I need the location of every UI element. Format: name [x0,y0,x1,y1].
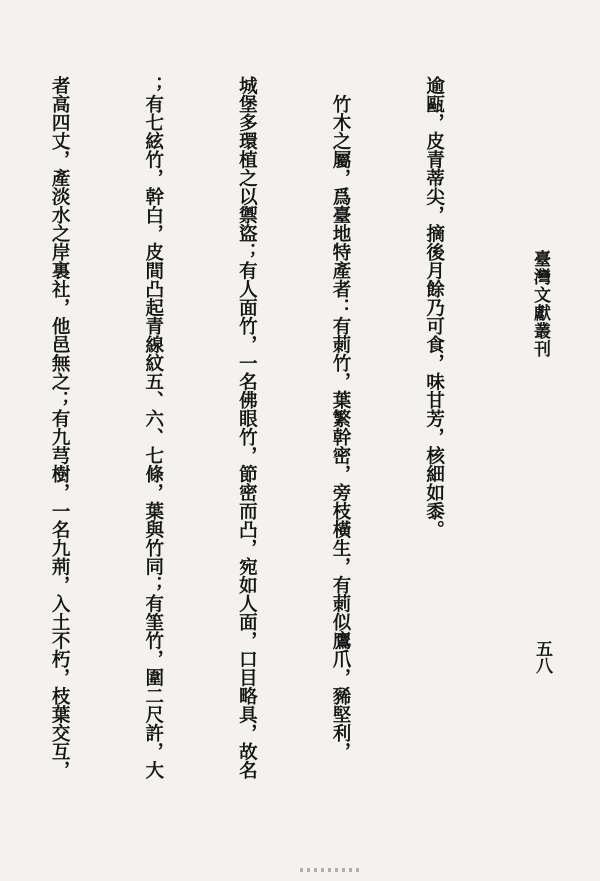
text-column: ；有七絃竹，幹白，皮間凸起青線紋五、六、七條，葉與竹同；有筀竹，圍二尺許，大 [142,76,164,779]
text-column: 逾甌，皮青蒂尖，摘後月餘乃可食，味甘芳，核細如黍。 [423,76,445,539]
text-column: 竹木之屬，爲臺地特產者：有莿竹，葉繁幹密，旁枝橫生，有莿似鷹爪，豨堅利， [329,76,351,761]
running-title: 臺灣文獻叢刊 [530,250,550,358]
text-column: 城堡多環植之以禦盜；有人面竹，一名佛眼竹，節密而凸，宛如人面，口目略具，故名 [236,76,258,779]
page-number: 五八 [532,640,552,674]
body-text [0,76,512,866]
scan-artifact [300,868,360,872]
text-column: 者高四丈，產淡水之岸裏社，他邑無之；有九芎樹，一名九荊，入土不朽，枝葉交互， [49,76,71,779]
